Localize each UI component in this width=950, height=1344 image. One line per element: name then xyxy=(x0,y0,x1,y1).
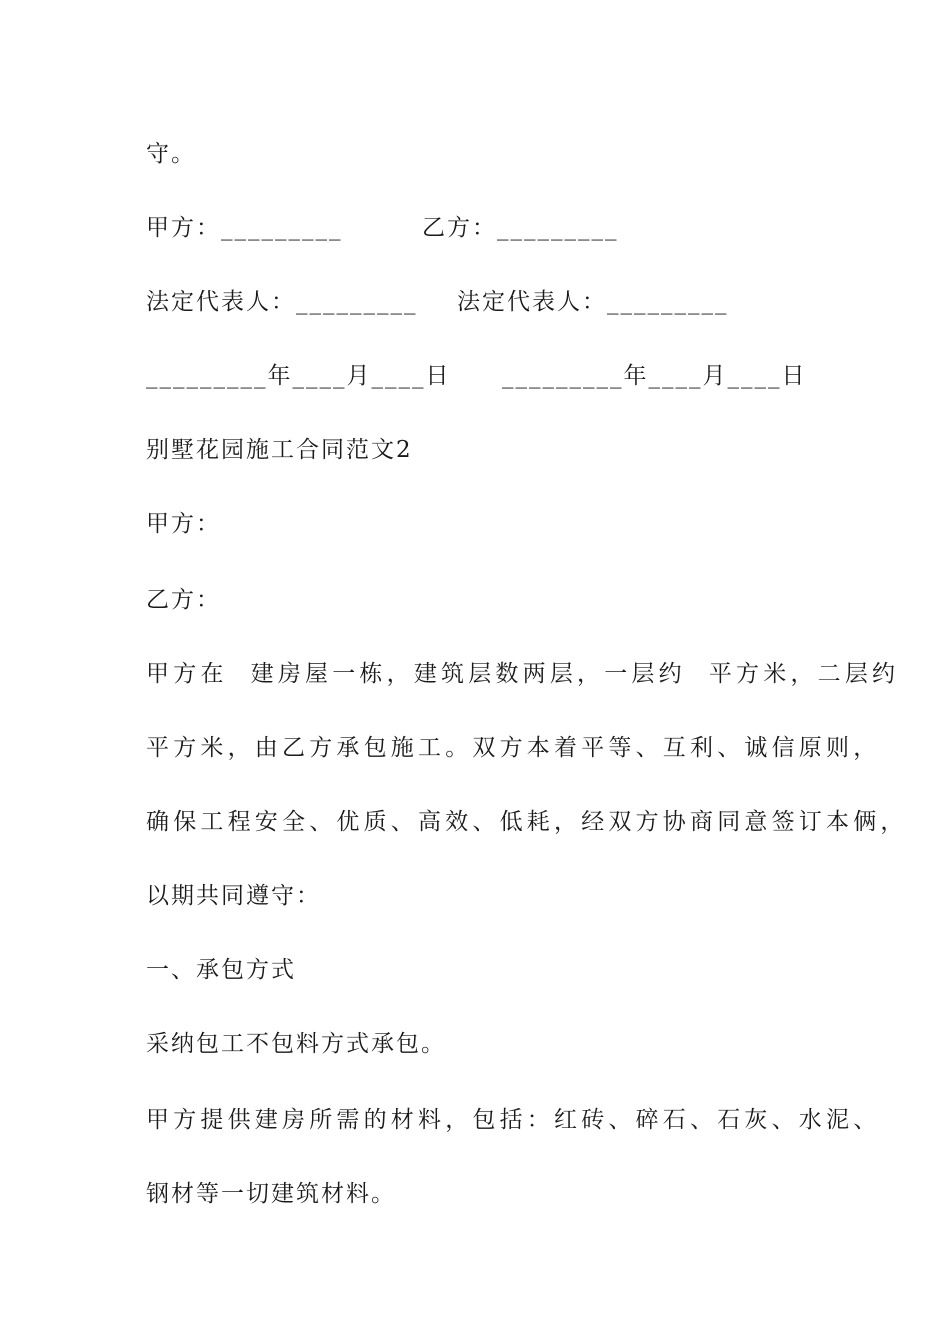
paragraph-line: 以期共同遵守： xyxy=(146,883,321,909)
section-heading: 一、承包方式 xyxy=(146,957,296,983)
party-a-representative: 法定代表人：_________ xyxy=(146,289,418,315)
party-a-date: _________年____月____日 xyxy=(146,363,451,389)
closing-text: 守。 xyxy=(146,141,196,167)
paragraph-line: 确保工程安全、优质、高效、低耗，经双方协商同意签订本俩， xyxy=(146,809,908,835)
party-a-signature: 甲方：_________ xyxy=(146,215,343,241)
paragraph-line: 平方米，由乙方承包施工。双方本着平等、互利、诚信原则， xyxy=(146,735,881,761)
party-a-label: 甲方： xyxy=(146,511,221,537)
party-b-label: 乙方： xyxy=(146,587,221,613)
document-title: 别墅花园施工合同范文2 xyxy=(146,437,413,463)
party-b-representative: 法定代表人：_________ xyxy=(457,289,729,315)
paragraph-line: 甲方提供建房所需的材料，包括：红砖、碎石、石灰、水泥、 xyxy=(146,1107,881,1133)
paragraph-line: 钢材等一切建筑材料。 xyxy=(146,1181,396,1207)
paragraph-line: 甲方在 建房屋一栋，建筑层数两层，一层约 平方米，二层约 xyxy=(146,661,900,687)
paragraph-line: 采纳包工不包料方式承包。 xyxy=(146,1031,446,1057)
party-b-signature: 乙方：_________ xyxy=(422,215,619,241)
party-b-date: _________年____月____日 xyxy=(502,363,807,389)
